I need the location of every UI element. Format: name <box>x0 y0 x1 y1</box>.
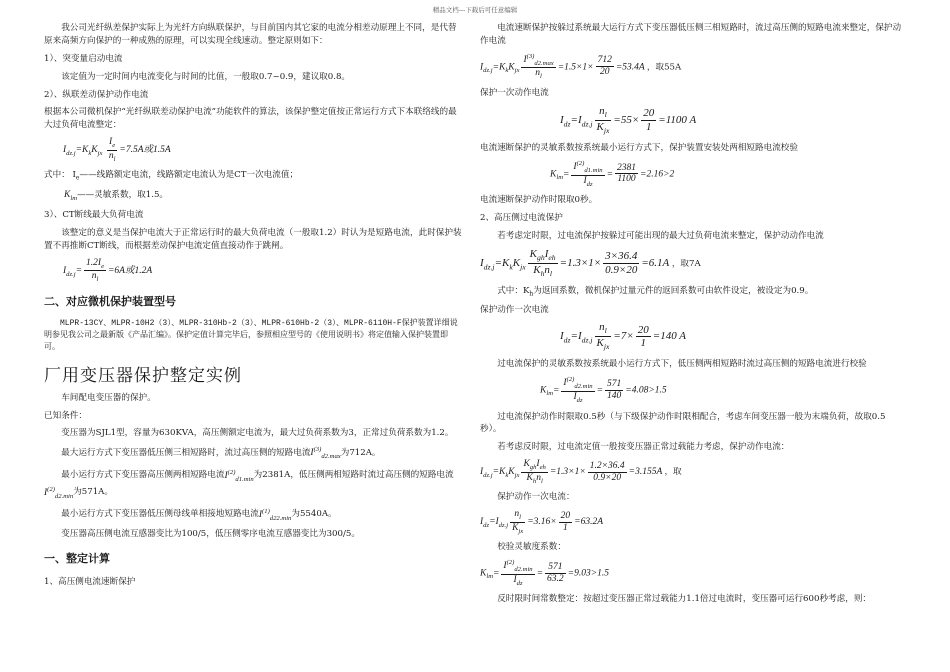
known-conditions-label: 已知条件： <box>44 410 87 421</box>
quick-break-delay: 电流速断保护动作时限取0秒。 <box>480 195 598 206</box>
subsection-quick-break: 1、高压侧电流速断保护 <box>44 576 136 587</box>
fraction: $\frac{I^{(2)}_{d1.min}}{I_{dz}}$ <box>573 159 603 188</box>
page-title: 厂用变压器保护整定实例 <box>44 366 242 387</box>
formula-diff-current: $I_{dz.j}=K_kK_{jx}$ $\frac{I_e}{n_l}$ =7.5A或1.5A <box>63 137 171 163</box>
known-condition-1: 变压器为SJL1型，容量为630KVA，高压侧额定电流为，最大过负荷系数为3，正常过负荷系数为1.2。 <box>61 428 454 439</box>
formula-primary-current-2: $I_{dz}=I_{dz.j}$ $\frac{n_l}{K_{jx}}$ =7× $\frac{20}{1}$ =140 A <box>560 321 686 352</box>
known-condition-5: 变压器高压侧电流互感器变比为100/5，低压侧零序电流互感器变比为300/5。 <box>61 529 360 540</box>
section-heading-calc: 一、整定计算 <box>44 552 110 566</box>
section-heading-models: 二、对应微机保护装置型号 <box>44 294 176 308</box>
intro-paragraph: 我公司光纤纵差保护实际上为光纤方向纵联保护，与目前国内其它家的电流分相差动原理上不同，是代替原来高频方向保护的一种成熟的原理，可以实现全线速动。整定原则如下： <box>44 23 457 46</box>
fraction: $\frac{I^{(2)}_{d2.min}}{I_{dz}}$ <box>503 559 533 587</box>
formula-primary-current-1: $I_{dz}=I_{dz.j}$ $\frac{n_l}{K_{jx}}$ =55× $\frac{20}{1}$ =1100 A <box>560 104 697 136</box>
fraction: $\frac{20}{1}$ <box>560 510 571 533</box>
fraction: $\frac{n_l}{K_{jx}}$ <box>596 104 610 136</box>
formula-ct-break: $I_{dz.j}=$ $\frac{1.2I_e}{n_l}$ =6A或1.2A <box>63 257 153 283</box>
fraction: $\frac{571}{140}$ <box>607 379 622 401</box>
left-column <box>44 22 462 594</box>
fraction: $\frac{1.2\times 36.4}{0.9\times 20}$ <box>589 460 625 483</box>
sensitivity-text-2: 过电流保护的灵敏系数按系统最小运行方式下，低压侧两相短路时流过高压侧的短路电流进行校验 <box>497 359 867 370</box>
subsection-overcurrent: 2、高压侧过电流保护 <box>480 212 563 223</box>
formula-sensitivity-3: $K_{lm}=$ $\frac{I^{(2)}_{d2.min}}{I_{dz}}$ = $\frac{571}{63.2}$ =9.03>1.5 <box>480 559 609 587</box>
quick-break-text: 电流速断保护按躲过系统最大运行方式下变压器低压侧三相短路时，流过高压侧的短路电流来整定，保护动作电流 <box>480 23 902 46</box>
fraction: $\frac{I^{(3)}_{d2.max}}{n_l}$ <box>523 52 554 81</box>
formula-quick-break-current: $I_{dz.j}=K_kK_{jx}$ $\frac{I^{(3)}_{d2.max}}{n_l}$ =1.5×1× $\frac{712}{20}$ =53.4A ，取55A <box>480 52 682 81</box>
formula-sensitivity-1: $K_{lm}=$ $\frac{I^{(2)}_{d1.min}}{I_{dz}}$ = $\frac{2381}{1100}$ =2.16>2 <box>550 159 675 188</box>
sensitivity-label-3: 校验灵敏度系数： <box>497 542 566 553</box>
known-condition-2: 最大运行方式下变压器低压侧三相短路时，流过高压侧的短路电流$I^{(3)}_{d2.max}$为712A。 <box>61 446 381 461</box>
sensitivity-text-1: 电流速断保护的灵敏系数按系统最小运行方式下，保护装置安装处两相短路电流校验 <box>480 142 798 153</box>
fraction: $\frac{n_l}{K_{jx}}$ <box>596 321 610 352</box>
fraction: $\frac{3\times 36.4}{0.9\times 20}$ <box>605 250 638 276</box>
overcurrent-text: 若考虑定时限，过电流保护按躲过可能出现的最大过负荷电流来整定，保护动动作电流 <box>497 230 824 241</box>
formula-primary-current-3: $I_{dz}=I_{dz.j}$ $\frac{n_l}{K_{jx}}$ =3.16× $\frac{20}{1}$ =63.2A <box>480 509 604 535</box>
formula-sensitivity-2: $K_{lm}=$ $\frac{I^{(2)}_{d2.min}}{I_{dz}}$ = $\frac{571}{140}$ =4.08>1.5 <box>540 376 667 404</box>
fraction: $\frac{I_e}{n_l}$ <box>108 137 116 163</box>
formula-legend-2: $K_{lm}——$灵敏系数，取1.5。 <box>64 190 169 202</box>
inverse-time-constant-text: 反时限时间常数整定：按超过变压器正常过载能力1.1倍过电流时，变压器可运行600秒考虑，则： <box>497 594 872 605</box>
right-column <box>480 22 904 611</box>
item-3-heading: 3）、CT断线最大负荷电流 <box>44 209 144 220</box>
primary-current-label-1: 保护一次动作电流 <box>480 88 549 98</box>
page-header-note: 精品文档---下载后可任意编辑 <box>432 6 518 14</box>
fraction: $\frac{20}{1}$ <box>637 323 649 350</box>
known-condition-3: 最小运行方式下变压器高压侧两相短路电流$I^{(2)}_{d1.min}$为2381A，低压侧两相短路时流过高压侧的短路电流$I^{(2)}_{d2.min}$为571A。 <box>44 468 454 500</box>
fraction: $\frac{20}{1}$ <box>643 107 655 133</box>
formula-inverse-current: $I_{dz.j}=K_kK_{jx}$ $\frac{K_{gh}I_{eh}}{K_hn_l}$ =1.3×1× $\frac{1.2\times 36.4}{0.9\times 20}$ =3.155A ，取 <box>480 459 682 485</box>
primary-current-label-2: 保护动作一次电流 <box>480 304 549 315</box>
formula-legend-1: 式中： $I_e——$线路额定电流，线路额定电流认为是CT一次电流值； <box>44 170 299 183</box>
fraction: $\frac{1.2I_e}{n_l}$ <box>86 257 105 283</box>
formula-overcurrent-current: $I_{dz.j}=K_kK_{jx}$ $\frac{K_{gh}I_{eh}}{K_hn_l}$ =1.3×1× $\frac{3\times 36.4}{0.9\times 20}$ =6.1A ，取7A <box>480 247 701 278</box>
item-2-text: 根据本公司微机保护“光纤纵联差动保护电流”功能软件的算法，该保护整定值按正常运行方式下本联络线的最大过负荷电流整定： <box>44 107 457 131</box>
primary-current-label-3: 保护动作一次电流： <box>497 492 575 503</box>
subtitle: 车间配电变压器的保护。 <box>61 392 156 403</box>
item-1-text: 该定值为一定时间内电流变化与时间的比值，一般取0.7~0.9，建议取0.8。 <box>61 71 351 82</box>
fraction: $\frac{712}{20}$ <box>597 55 612 78</box>
return-coefficient-note: 式中：$K_h$为返回系数，微机保护过量元件的返回系数可由软件设定，被设定为0.9。 <box>497 285 814 298</box>
item-1-heading: 1）、突变量启动电流 <box>44 53 123 64</box>
known-condition-4: 最小运行方式下变压器低压侧母线单相接地短路电流$I^{(1)}_{d22.min}$为5540A。 <box>61 507 337 522</box>
models-paragraph: MLPR-13CY、MLPR-10H2（3）、MLPR-310Hb-2（3）、MLPR-610Hb-2（3）、MLPR-6110H-F保护装置详细说明参见我公司之最新版《产品汇编》。保护定值计算完毕后，参照相应型号的《使用说明书》将定值输入保护装置即可。 <box>44 319 458 353</box>
fraction: $\frac{n_l}{K_{jx}}$ <box>512 509 524 535</box>
fraction: $\frac{K_{gh}I_{eh}}{K_hn_l}$ <box>523 459 546 485</box>
item-2-heading: 2）、纵联差动保护动作电流 <box>44 89 149 100</box>
overcurrent-delay: 过电流保护动作时限取0.5秒（与下级保护动作时限相配合，考虑车间变压器一般为末端负荷，故取0.5秒）。 <box>480 411 886 435</box>
item-3-text: 该整定的意义是当保护电流大于正常运行时的最大负荷电流（一般取1.2）时认为是短路电流，此时保护装置不再推断CT断线，而根据差动保护电流定值直接动作于跳闸。 <box>44 227 462 251</box>
inverse-time-text: 若考虑反时限，过电流定值一般按变压器正常过载能力考虑，保护动作电流： <box>497 442 790 453</box>
fraction: $\frac{2381}{1100}$ <box>617 162 637 185</box>
fraction: $\frac{I^{(2)}_{d2.min}}{I_{dz}}$ <box>563 376 593 404</box>
fraction: $\frac{571}{63.2}$ <box>547 561 564 584</box>
fraction: $\frac{K_{gh}I_{eh}}{K_hn_l}$ <box>529 247 556 278</box>
